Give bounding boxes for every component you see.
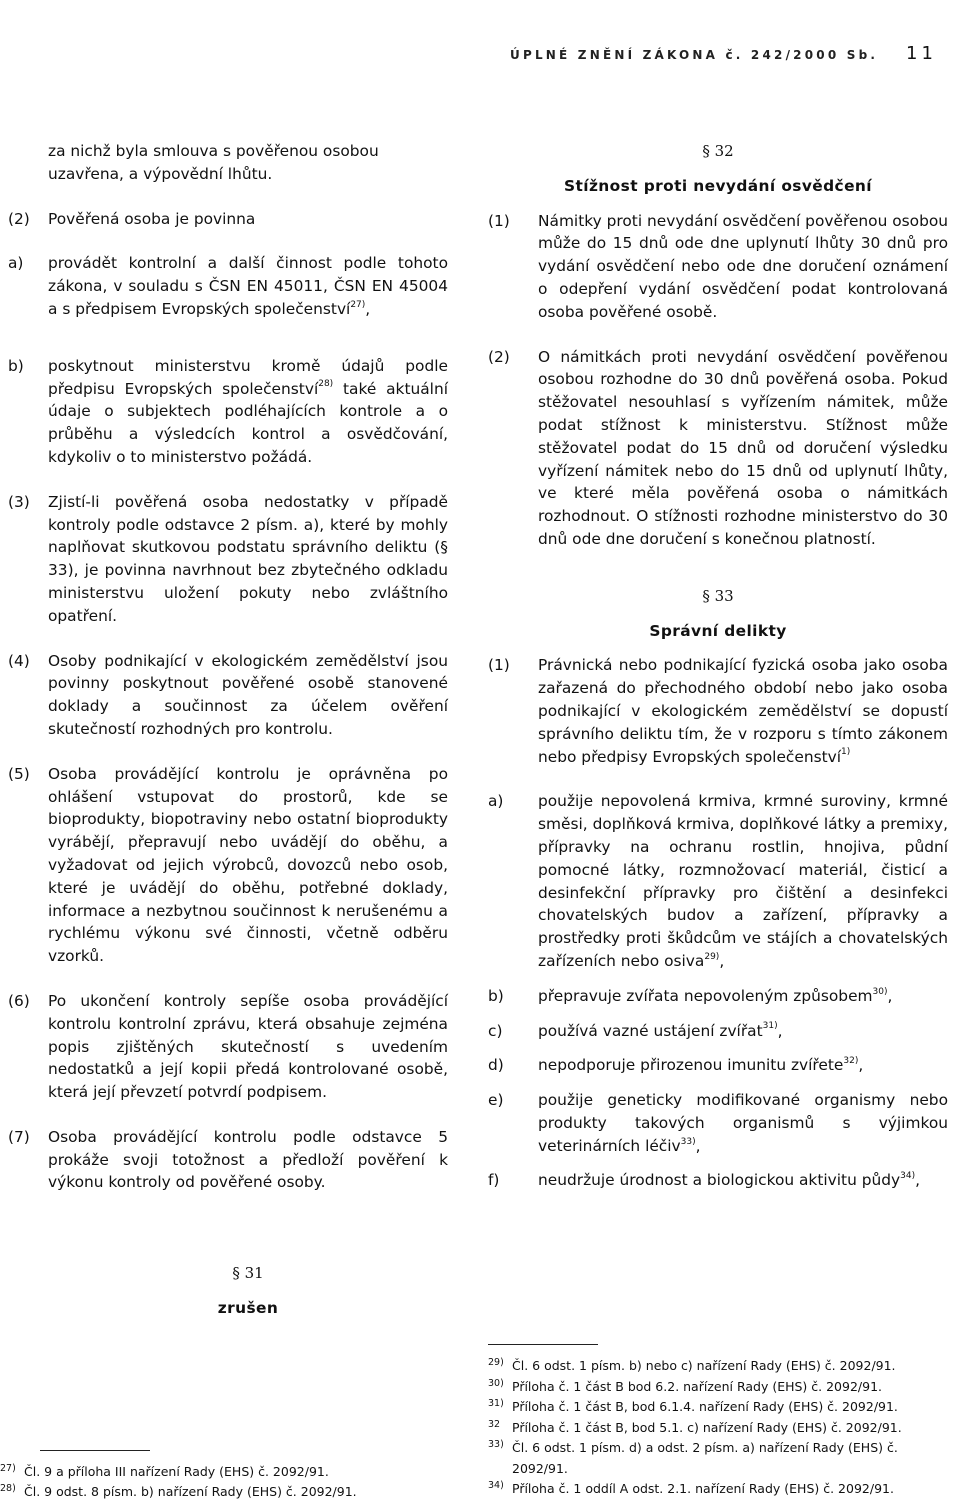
section-33-item-c: [488, 1020, 948, 1043]
section-33-paragraph-1: [488, 654, 948, 768]
paragraph-2: [8, 208, 448, 231]
paragraph-label: (3): [8, 492, 30, 511]
footnote-divider: [40, 1450, 150, 1451]
footnote-ref: 1): [841, 747, 851, 758]
paragraph-label: (2): [8, 209, 30, 228]
footnote: 32 Příloha č. 1 část B, bod 5.1. c) nařízení Rady (EHS) č. 2092/91.: [488, 1418, 902, 1435]
item-text: použije geneticky modifikované organismy nebo produkty takových organismů s výjimkou veterinárních léčiv$^{33)}$,: [538, 1091, 948, 1155]
paragraph-7: [8, 1126, 448, 1194]
paragraph-text: Po ukončení kontroly sepíše osoba provádějící kontrolu kontrolní zprávu, která obsahuje zejména popis zjištěných skutečností s uvedením nedostatků a její kopii předá kontrolované osobě, která její převzetí potvrdí podpisem.: [48, 991, 448, 1102]
footnote-ref: 27): [350, 299, 366, 310]
paragraph-text: Právnická nebo podnikající fyzická osoba jako osoba zařazená do přechodného období nebo jako osoba podnikající v ekologickém zemědělství se dopustí správního deliktu tím, že v rozporu s tímto zákonem nebo předpisy Evropských společenství$^{1)}$: [538, 656, 948, 766]
item-label: d): [488, 1056, 504, 1075]
footnote-ref: 28): [318, 379, 334, 390]
item-text: používá vazné ustájení zvířat$^{31)}$,: [538, 1021, 783, 1040]
section-32-paragraph-2: [488, 346, 948, 551]
item-label: b): [8, 356, 24, 375]
item-label: c): [488, 1021, 503, 1040]
footnote-ref: 34): [900, 1171, 916, 1182]
paragraph-label: (5): [8, 764, 30, 783]
section-33-number: § 33: [702, 586, 734, 605]
paragraph-6: [8, 990, 448, 1104]
paragraph-text: O námitkách proti nevydání osvědčení pověřenou osobou rozhodne do 30 dnů pověřená osoba. Pokud stěžovatel nesouhlasí s vyřízením námitek, může podat stížnost k ministerstvu. Stížnost může stěžovatel podat do 15 dnů od doručení výsledku vyřízení námitek nebo do 15 dnů od uplynutí lhůty, ve které měla pověřená osoba o námitkách rozhodnout. O stížnosti rozhodne ministerstvo do 30 dnů ode dne doručení s konečnou platností.: [538, 347, 948, 548]
footnote-ref: 32): [843, 1056, 859, 1067]
footnote: 29) Čl. 6 odst. 1 písm. b) nebo c) nařízení Rady (EHS) č. 2092/91.: [488, 1357, 896, 1373]
footnotes-right: [488, 1356, 948, 1500]
paragraph-2b: [8, 355, 448, 469]
item-label: a): [488, 792, 504, 811]
paragraph-2a: [8, 252, 448, 320]
paragraph-text: Pověřená osoba je povinna: [48, 209, 256, 228]
item-label: b): [488, 986, 504, 1005]
item-text: poskytnout ministerstvu kromě údajů podle předpisu Evropských společenství$^{28)}$ také aktuální údaje o subjektech podléhajících kontrole a o průběhu a výsledcích kontrol a osvědčování, kdykoliv o to ministerstvo požádá.: [48, 356, 448, 466]
paragraph-4: [8, 650, 448, 741]
paragraph-label: (1): [488, 211, 510, 230]
item-label: a): [8, 254, 24, 273]
page-number: 11: [906, 43, 937, 64]
paragraph-label: (1): [488, 656, 510, 675]
paragraph-label: (6): [8, 991, 30, 1010]
section-32-title: Stížnost proti nevydání osvědčení: [564, 176, 872, 195]
footnote-ref: 30): [872, 986, 888, 997]
paragraph-text: Námitky proti nevydání osvědčení pověřenou osobou může do 15 dnů ode dne uplynutí lhůty 30 dnů pro vydání osvědčení nebo ode dne doručení oznámení o odepření vydání osvědčení podat kontrolovaná osoba pověřené osobě.: [538, 211, 949, 321]
footnotes-left: [0, 1462, 460, 1502]
item-label: f): [488, 1171, 500, 1190]
footnote: 27) Čl. 9 a příloha III nařízení Rady (EHS) č. 2092/91.: [0, 1463, 329, 1479]
section-33-item-d: [488, 1054, 948, 1077]
paragraph-text: Zjistí-li pověřená osoba nedostatky v případě kontroly podle odstavce 2 písm. a), které by mohly naplňovat skutkovou podstatu správního deliktu (§ 33), je povinna navrhnout bez zbytečného odkladu ministerstvu uložení pokuty nebo zvláštního opatření.: [48, 492, 448, 625]
paragraph-label: (4): [8, 651, 30, 670]
item-text: neudržuje úrodnost a biologickou aktivitu půdy$^{34)}$,: [538, 1171, 920, 1190]
item-text: použije nepovolená krmiva, krmné suroviny, krmné směsi, doplňková krmiva, doplňkové látky a premixy, přípravky na ochranu rostlin, hnojiva, půdní pomocné látky, rozmnožovací materiál, čisticí a desinfekční přípravky pro čištění a desinfekci chovatelských budov a zařízení, přípravky a prostředky proti škůdcům ve stájích a chovatelských zařízeních nebo osiva$^{29)}$,: [538, 792, 948, 970]
page-header: [0, 40, 960, 80]
footnote: 30) Příloha č. 1 část B bod 6.2. nařízení Rady (EHS) č. 2092/91.: [488, 1377, 883, 1394]
section-32-paragraph-1: [488, 210, 948, 324]
footnote: 34) Příloha č. 1 oddíl A odst. 2.1. nařízení Rady (EHS) č. 2092/91.: [488, 1480, 894, 1496]
section-31-number: § 31: [232, 1264, 264, 1283]
footnote-ref: 33): [680, 1136, 696, 1147]
paragraph-label: (7): [8, 1127, 30, 1146]
paragraph-text: Osoba provádějící kontrolu podle odstavce 5 prokáže svoji totožnost a předloží pověření k výkonu kontroly od pověřené osoby.: [48, 1127, 448, 1192]
footnote: 31) Příloha č. 1 část B, bod 6.1.4. nařízení Rady (EHS) č. 2092/91.: [488, 1398, 898, 1414]
paragraph-text: Osoby podnikající v ekologickém zemědělství jsou povinny poskytnout pověřené osobě stanovené doklady a součinnost za účelem ověření skutečností rozhodných pro kontrolu.: [48, 651, 448, 738]
paragraph-label: (2): [488, 347, 510, 366]
continuation-text: za nichž byla smlouva s pověřenou osobou uzavřena, a výpovědní lhůtu.: [48, 142, 379, 183]
section-33-item-f: [488, 1169, 948, 1192]
footnote: 28) Čl. 9 odst. 8 písm. b) nařízení Rady (EHS) č. 2092/91.: [0, 1483, 357, 1499]
footnote-divider: [488, 1344, 598, 1345]
section-33-item-b: [488, 985, 948, 1008]
header-title: ÚPLNÉ ZNĚNÍ ZÁKONA č. 242/2000 Sb.: [510, 48, 879, 62]
section-33-item-a: [488, 790, 948, 972]
item-text: nepodporuje přirozenou imunitu zvířete$^{32)}$,: [538, 1056, 864, 1075]
item-text: přepravuje zvířata nepovoleným způsobem$^{30)}$,: [538, 986, 893, 1005]
section-33-title: Správní delikty: [649, 621, 787, 640]
paragraph-3: [8, 491, 448, 628]
item-text: provádět kontrolní a další činnost podle tohoto zákona, v souladu s ČSN EN 45011, ČSN EN 45004 a s předpisem Evropských společenství$^{27)}$,: [48, 254, 448, 318]
paragraph-5: [8, 763, 448, 968]
footnote-ref: 31): [762, 1021, 778, 1032]
footnote: 33) Čl. 6 odst. 1 písm. d) a odst. 2 písm. a) nařízení Rady (EHS) č. 2092/91.: [488, 1439, 898, 1476]
paragraph-text: Osoba provádějící kontrolu je oprávněna po ohlášení vstupovat do prostorů, kde se bioprodukty, biopotraviny nebo ostatní bioprodukty vyrábějí, přepravují nebo uvádějí do oběhu, a vyžadovat od jejich výrobců, dovozců nebo osob, které je uvádějí do oběhu, potřebné doklady, informace a nezbytnou součinnost k nerušenému a rychlému výkonu své činnosti, včetně odběru vzorků.: [48, 764, 448, 966]
section-32-number: § 32: [702, 142, 734, 160]
section-33-item-e: [488, 1089, 948, 1157]
right-column: [488, 140, 948, 1192]
footnote-ref: 29): [704, 951, 720, 962]
left-column: [8, 140, 448, 1320]
item-label: e): [488, 1091, 504, 1110]
section-31-title: zrušen: [217, 1299, 279, 1318]
